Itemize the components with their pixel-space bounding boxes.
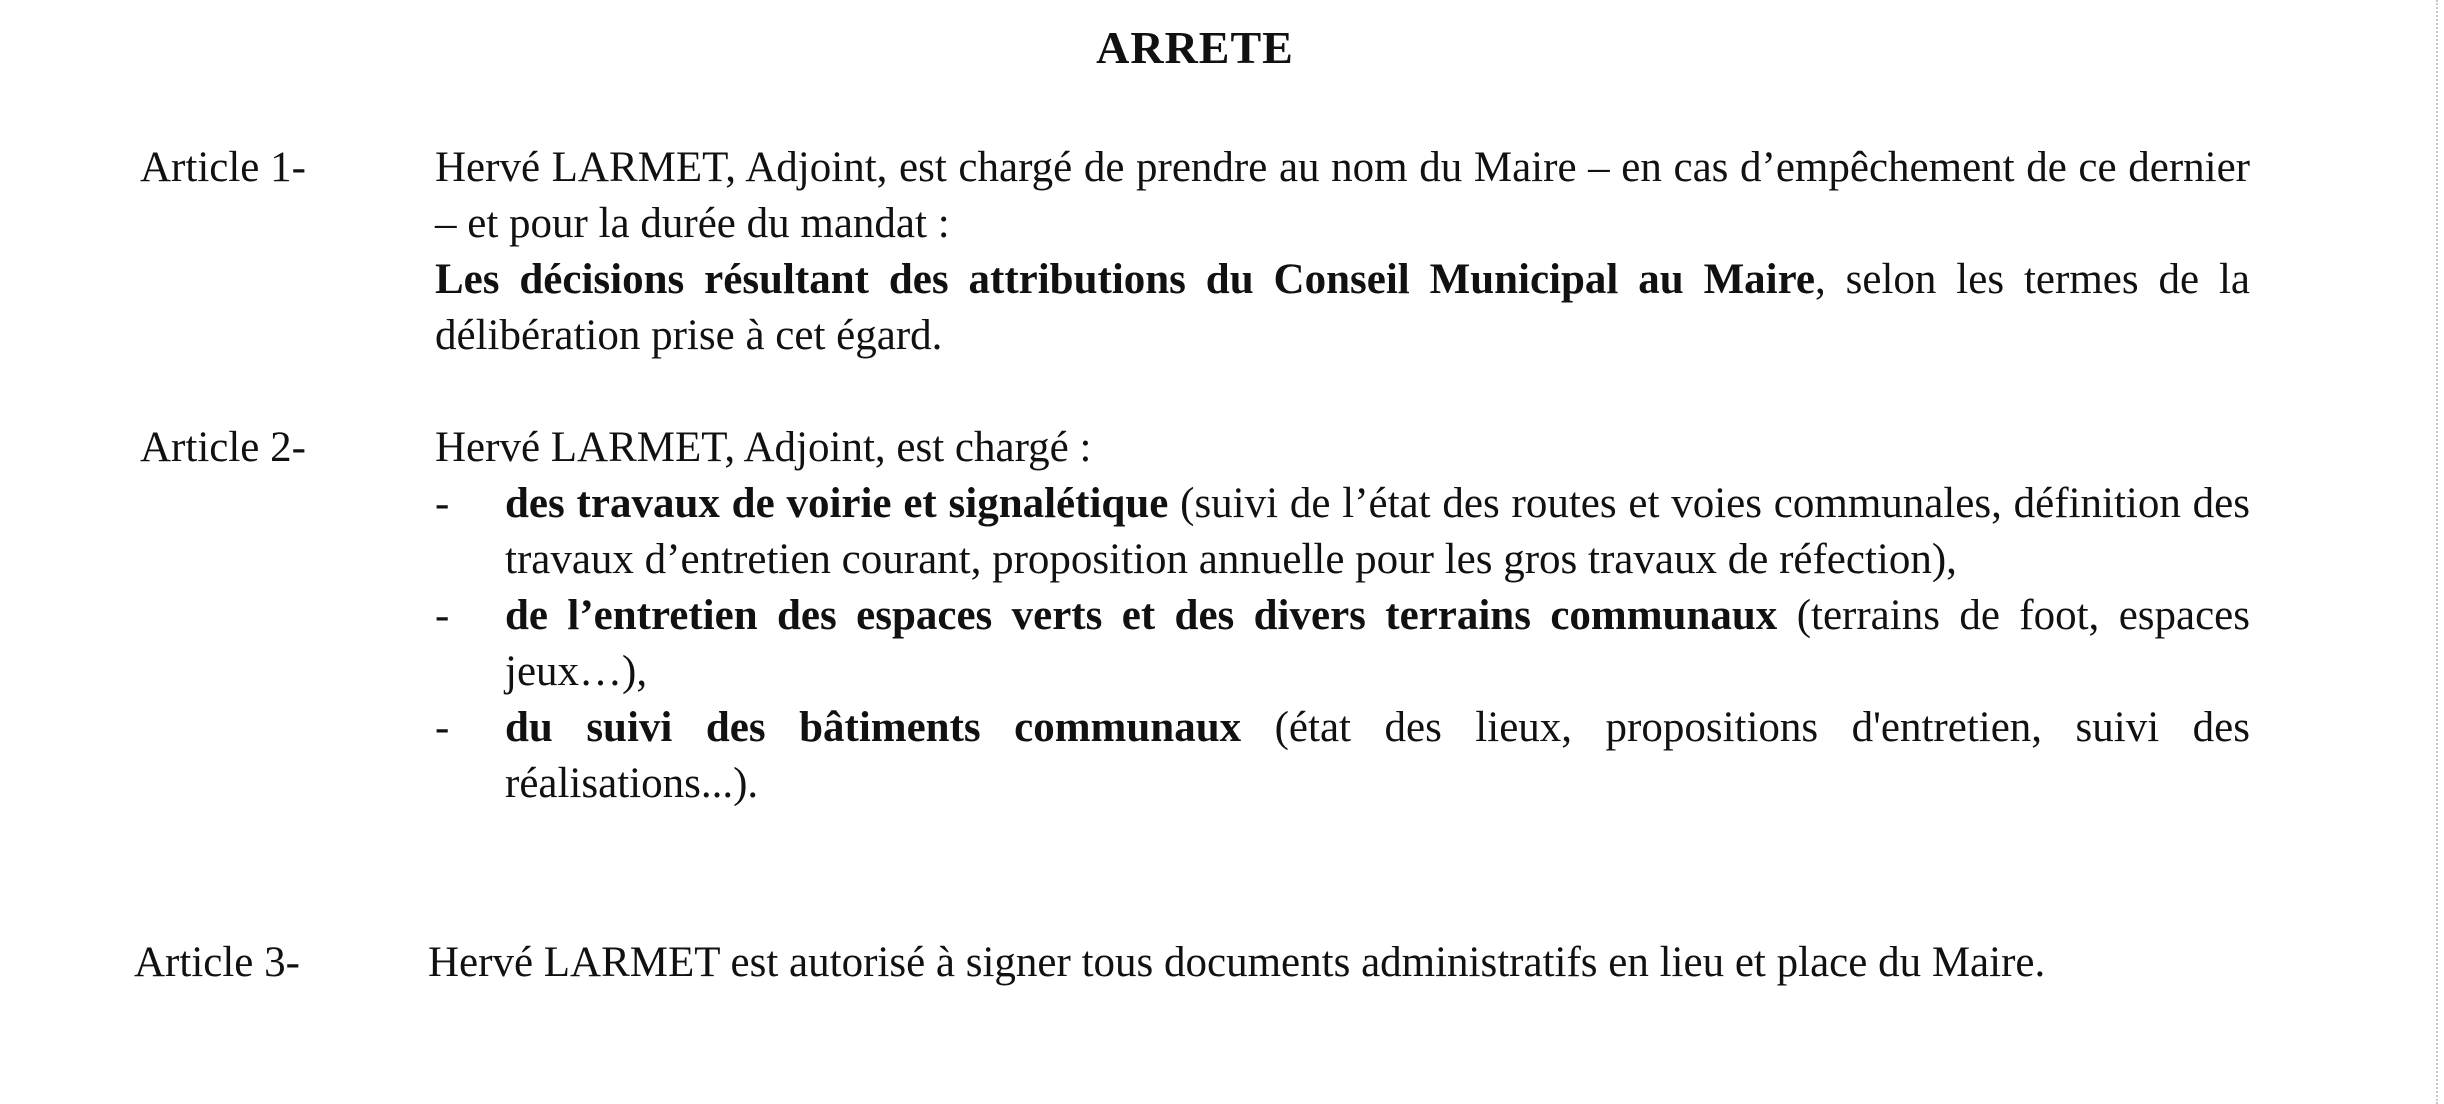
list-item-bold: du suivi des bâtiments communaux — [505, 704, 1242, 751]
article-1-label: Article 1- — [140, 144, 306, 191]
document-title: ARRETE — [1096, 22, 1294, 73]
list-item — [435, 476, 2250, 588]
article-1-decision-bold: Les décisions résultant des attributions du Conseil Municipal au Maire — [435, 256, 1815, 303]
list-item — [435, 588, 2250, 700]
article-2-list — [435, 476, 2250, 812]
list-item-rest: (terrains de foot, espaces jeux…), — [505, 592, 2250, 695]
article-3-body — [428, 935, 2250, 991]
list-dash: - — [435, 592, 450, 639]
article-1-decision — [435, 252, 2250, 364]
list-item — [435, 700, 2250, 812]
article-3-text: Hervé LARMET est autorisé à signer tous documents administratifs en lieu et place du Maire. — [428, 939, 2046, 986]
list-item-bold: des travaux de voirie et signalétique — [505, 480, 1169, 527]
article-1-intro: Hervé LARMET, Adjoint, est chargé de prendre au nom du Maire – en cas d’empêchement de ce dernier – et pour la durée du mandat : — [435, 144, 2250, 247]
scan-edge-divider — [2436, 0, 2444, 1104]
article-2-intro: Hervé LARMET, Adjoint, est chargé : — [435, 424, 1092, 471]
list-dash: - — [435, 480, 450, 527]
article-2-label: Article 2- — [140, 424, 306, 471]
article-2-body — [435, 420, 2250, 812]
list-item-rest: (état des lieux, propositions d'entretien, suivi des réalisations...). — [505, 704, 2250, 807]
article-1-body — [435, 140, 2250, 364]
list-item-bold: de l’entretien des espaces verts et des divers terrains communaux — [505, 592, 1778, 639]
article-1-decision-rest: , selon les termes de la délibération prise à cet égard. — [435, 256, 2250, 359]
list-item-rest: (suivi de l’état des routes et voies communales, définition des travaux d’entretien courant, proposition annuelle pour les gros travaux de réfection), — [505, 480, 2250, 583]
article-3-label: Article 3- — [134, 939, 300, 986]
list-dash: - — [435, 704, 450, 751]
